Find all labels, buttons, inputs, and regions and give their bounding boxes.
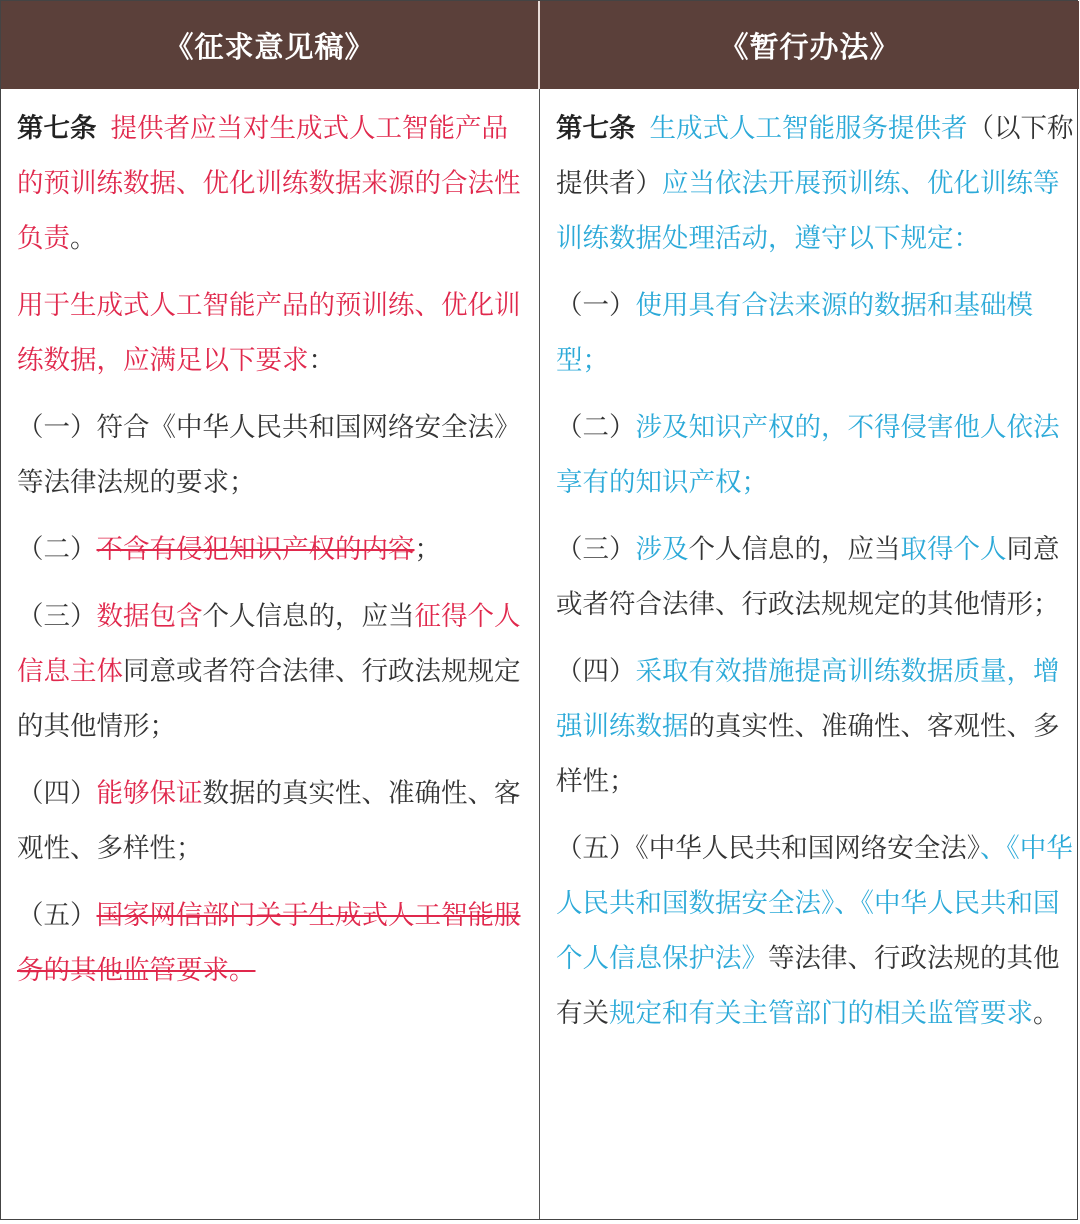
item-marker: （五） (17, 900, 97, 931)
highlight-text: 、《中华人民共和国数据安全法》、《中华人民共和国个人信息保护法》 (556, 833, 1073, 974)
draft-requirements-intro (17, 278, 529, 388)
plain-text: 个人信息的，应当 (202, 601, 415, 632)
highlight-text: 涉及知识产权的，不得侵害他人依法享有的知识产权； (556, 412, 1060, 498)
deleted-text: 国家网信部门关于生成式人工智能服务的其他监管要求。 (17, 900, 521, 986)
plain-text: 个人信息的，应当 (688, 534, 901, 565)
draft-item-5 (17, 888, 529, 998)
plain-text: 数据的真实性、准确性、客观性、多样性； (17, 778, 521, 864)
interim-article-7 (556, 101, 1075, 266)
plain-text: 。 (1033, 998, 1060, 1029)
plain-text: 同意或者符合法律、行政法规规定的其他情形； (556, 534, 1060, 620)
highlight-text: 用于生成式人工智能产品的预训练、优化训练数据，应满足以下要求 (17, 290, 521, 376)
item-marker: （四） (17, 778, 97, 809)
plain-text: 同意或者符合法律、行政法规规定的其他情形； (17, 656, 521, 742)
interim-item-5 (556, 821, 1075, 1041)
highlight-text: 取得个人 (900, 534, 1007, 565)
highlight-text: 使用具有合法来源的数据和基础模型； (556, 290, 1033, 376)
highlight-text: 生成式人工智能服务提供者 (649, 113, 968, 144)
interim-item-4 (556, 644, 1075, 809)
interim-item-2 (556, 400, 1075, 510)
highlight-text: 应当依法开展预训练、优化训练等训练数据处理活动，遵守以下规定： (556, 168, 1060, 254)
highlight-text: 规定和有关主管部门的相关监管要求 (609, 998, 1033, 1029)
article-number: 第七条 (17, 113, 97, 144)
plain-text: （一）符合《中华人民共和国网络安全法》等法律法规的要求； (17, 412, 521, 498)
article-number: 第七条 (556, 113, 636, 144)
item-marker: （二） (556, 412, 636, 443)
item-marker: （四） (556, 656, 636, 687)
highlight-text: 数据包含 (96, 601, 203, 632)
item-marker: （三） (556, 534, 636, 565)
item-marker: （二） (17, 534, 97, 565)
deleted-text: 不含有侵犯知识产权的内容 (96, 534, 415, 565)
plain-text: 。 (70, 223, 97, 254)
plain-text: 等法律、行政法规的其他有关 (556, 943, 1060, 1029)
draft-column (1, 89, 540, 1219)
draft-item-4 (17, 766, 529, 876)
header-interim-measures: 《暂行办法》 (540, 1, 1079, 89)
plain-text: 的真实性、准确性、客观性、多样性； (556, 711, 1060, 797)
header-draft: 《征求意见稿》 (1, 1, 540, 89)
draft-item-2 (17, 522, 529, 577)
highlight-text: 采取有效措施提高训练数据质量，增强训练数据 (556, 656, 1060, 742)
interim-item-3 (556, 522, 1075, 632)
highlight-text: 提供者应当对生成式人工智能产品的预训练数据、优化训练数据来源的合法性负责 (17, 113, 521, 254)
item-marker: （三） (17, 601, 97, 632)
plain-text: ： (308, 345, 335, 376)
highlight-text: 能够保证 (96, 778, 203, 809)
draft-item-3 (17, 589, 529, 754)
highlight-text: 涉及 (635, 534, 689, 565)
plain-text: （以下称提供者） (556, 113, 1074, 199)
item-marker: （一） (556, 290, 636, 321)
highlight-text: 征得个人信息主体 (17, 601, 521, 687)
interim-item-1 (556, 278, 1075, 388)
interim-column (540, 89, 1079, 1219)
draft-item-1 (17, 400, 529, 510)
draft-article-7 (17, 101, 529, 266)
plain-text: ； (414, 534, 441, 565)
plain-text: （五）《中华人民共和国网络安全法》 (556, 833, 980, 864)
